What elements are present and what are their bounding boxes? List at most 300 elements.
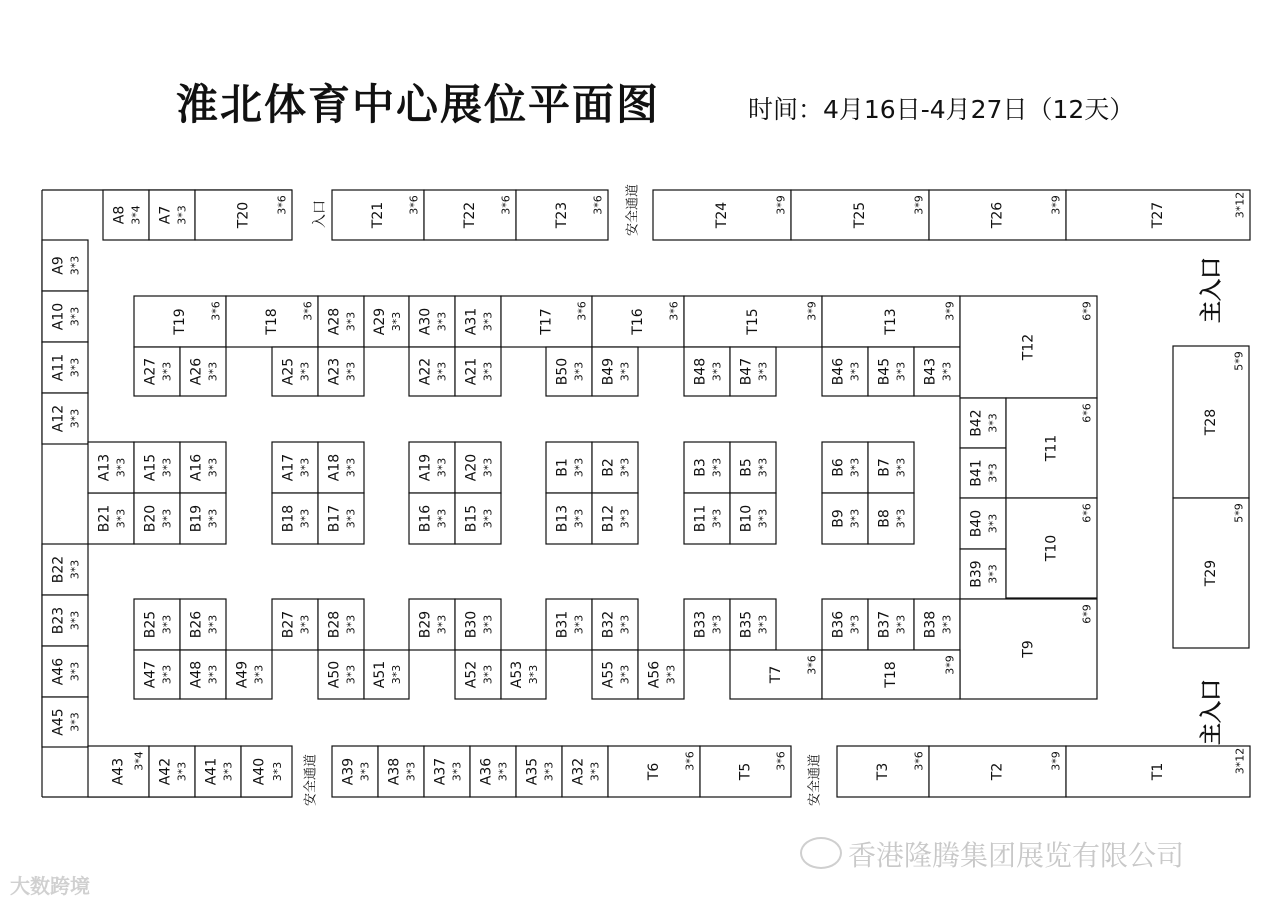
booth-size: 3*9 — [1049, 195, 1063, 215]
main-entrance-label: 主入口 — [1199, 256, 1225, 324]
booth-b30[interactable] — [455, 599, 501, 650]
booth-a10[interactable] — [42, 291, 88, 342]
booth-b6[interactable] — [822, 442, 868, 493]
booth-t12[interactable] — [960, 296, 1097, 398]
booth-size: 3*3 — [481, 361, 495, 382]
booth-size: 3*9 — [805, 301, 819, 321]
booth-t11[interactable] — [1006, 398, 1097, 498]
booth-size: 3*6 — [667, 301, 681, 321]
booth-id: B3 — [692, 458, 709, 477]
booth-size: 3*3 — [481, 311, 495, 332]
booth-size: 3*12 — [1233, 191, 1247, 219]
booth-id: A25 — [280, 357, 297, 386]
booth-id: A43 — [110, 757, 127, 786]
booth-b3[interactable] — [684, 442, 730, 493]
booth-b1[interactable] — [546, 442, 592, 493]
booth-size: 3*3 — [344, 311, 358, 332]
booth-b39[interactable] — [960, 549, 1006, 599]
booth-t27[interactable] — [1066, 190, 1250, 240]
booth-size: 3*3 — [344, 457, 358, 478]
booth-b16[interactable] — [409, 493, 455, 544]
booth-b23[interactable] — [42, 595, 88, 646]
booth-id: B38 — [922, 610, 939, 639]
booth-id: B47 — [738, 357, 755, 386]
booth-t22[interactable] — [424, 190, 516, 240]
booth-b50[interactable] — [546, 347, 592, 396]
booth-t3[interactable] — [837, 746, 929, 797]
booth-size: 3*3 — [160, 508, 174, 529]
booth-t2[interactable] — [929, 746, 1066, 797]
booth-t1[interactable] — [1066, 746, 1250, 797]
booth-id: A38 — [386, 757, 403, 786]
booth-b48[interactable] — [684, 347, 730, 396]
booth-id: B36 — [830, 610, 847, 639]
booth-b29[interactable] — [409, 599, 455, 650]
booth-id: B20 — [142, 504, 159, 533]
booth-size: 3*3 — [68, 255, 82, 276]
booth-id: B46 — [830, 357, 847, 386]
booth-size: 3*6 — [683, 751, 697, 771]
booth-a29[interactable] — [364, 296, 409, 347]
booth-size: 3*3 — [756, 457, 770, 478]
booth-size: 3*6 — [591, 195, 605, 215]
booth-id: B39 — [968, 560, 985, 588]
booth-size: 3*3 — [481, 664, 495, 685]
booth-id: B26 — [188, 610, 205, 639]
booth-id: A37 — [432, 757, 449, 786]
booth-t5[interactable] — [700, 746, 791, 797]
booth-a55[interactable] — [592, 650, 638, 699]
booth-size: 3*3 — [68, 357, 82, 378]
booth-size: 3*3 — [68, 661, 82, 682]
booth-id: B32 — [600, 610, 617, 639]
booth-a25[interactable] — [272, 347, 318, 396]
booth-b9[interactable] — [822, 493, 868, 544]
booth-b26[interactable] — [180, 599, 226, 650]
booth-size: 3*3 — [68, 408, 82, 429]
booth-t16[interactable] — [592, 296, 684, 347]
booth-id: B10 — [738, 504, 755, 533]
booth-id: A55 — [600, 660, 617, 689]
booth-id: T5 — [737, 762, 754, 781]
booth-id: A20 — [463, 453, 480, 482]
booth-id: A11 — [50, 353, 67, 382]
booth-size: 3*3 — [450, 761, 464, 782]
booth-a11[interactable] — [42, 342, 88, 393]
booth-size: 3*3 — [160, 457, 174, 478]
booth-t25[interactable] — [791, 190, 929, 240]
booth-id: A56 — [646, 660, 663, 689]
booth-size: 3*3 — [848, 457, 862, 478]
booth-id: T1 — [1150, 762, 1166, 781]
booth-size: 3*3 — [710, 361, 724, 382]
booth-size: 3*3 — [618, 457, 632, 478]
booth-id: B18 — [280, 504, 297, 533]
booth-t20[interactable] — [195, 190, 292, 240]
booth-id: A27 — [142, 357, 159, 386]
booth-size: 3*6 — [301, 301, 315, 321]
booth-id: T22 — [462, 201, 478, 229]
booth-size: 3*6 — [912, 751, 926, 771]
booth-a13[interactable] — [88, 442, 134, 493]
company-name: 香港隆腾集团展览有限公司 — [848, 839, 1185, 872]
booth-id: A36 — [478, 757, 495, 786]
booth-id: A15 — [142, 453, 159, 482]
booth-id: T11 — [1043, 434, 1060, 462]
booth-b7[interactable] — [868, 442, 914, 493]
booth-b15[interactable] — [455, 493, 501, 544]
booth-t17[interactable] — [501, 296, 592, 347]
booth-a40[interactable] — [241, 746, 292, 797]
booth-b32[interactable] — [592, 599, 638, 650]
booth-size: 3*9 — [943, 301, 957, 321]
booth-size: 3*3 — [940, 361, 954, 382]
booth-id: A7 — [157, 205, 174, 225]
booth-size: 6*6 — [1080, 503, 1094, 523]
booth-size: 3*3 — [344, 664, 358, 685]
safety-passage-label: 安全通道 — [303, 753, 319, 807]
booth-id: B16 — [417, 504, 434, 533]
booth-size: 3*3 — [298, 508, 312, 529]
booth-size: 3*3 — [358, 761, 372, 782]
booth-b45[interactable] — [868, 347, 914, 396]
booth-id: T27 — [1150, 201, 1166, 229]
booth-a18[interactable] — [318, 442, 364, 493]
safety-passage-label: 安全通道 — [625, 183, 641, 237]
booth-a20[interactable] — [455, 442, 501, 493]
booth-size: 3*6 — [774, 751, 788, 771]
booth-b17[interactable] — [318, 493, 364, 544]
booth-size: 3*3 — [435, 361, 449, 382]
booth-a21[interactable] — [455, 347, 501, 396]
booth-id: T16 — [630, 308, 646, 335]
booth-size: 3*3 — [298, 457, 312, 478]
booth-a31[interactable] — [455, 296, 501, 347]
booth-size: 3*3 — [175, 761, 189, 782]
booth-a23[interactable] — [318, 347, 364, 396]
booth-a39[interactable] — [332, 746, 378, 797]
booth-size: 3*3 — [710, 614, 724, 635]
booth-id: A19 — [417, 453, 434, 482]
booth-size: 3*3 — [756, 508, 770, 529]
booth-id: B41 — [968, 459, 985, 487]
booth-a56[interactable] — [638, 650, 684, 699]
booth-id: B11 — [692, 504, 709, 533]
booth-id: B19 — [188, 504, 205, 533]
booth-a47[interactable] — [134, 650, 180, 699]
booth-a12[interactable] — [42, 393, 88, 444]
booth-b5[interactable] — [730, 442, 776, 493]
booth-id: B12 — [600, 504, 617, 533]
booth-a41[interactable] — [195, 746, 241, 797]
booth-a26[interactable] — [180, 347, 226, 396]
booth-id: A42 — [157, 757, 174, 786]
booth-a49[interactable] — [226, 650, 272, 699]
booth-id: B25 — [142, 610, 159, 639]
booth-size: 3*3 — [68, 610, 82, 631]
booth-a53[interactable] — [501, 650, 546, 699]
booth-t18[interactable] — [822, 650, 960, 699]
booth-a52[interactable] — [455, 650, 501, 699]
booth-b28[interactable] — [318, 599, 364, 650]
booth-id: T18 — [883, 661, 899, 688]
booth-a45[interactable] — [42, 697, 88, 747]
booth-id: A21 — [463, 357, 480, 386]
booth-a32[interactable] — [562, 746, 608, 797]
booth-t10[interactable] — [1006, 498, 1097, 598]
booth-a19[interactable] — [409, 442, 455, 493]
booth-a38[interactable] — [378, 746, 424, 797]
booth-b33[interactable] — [684, 599, 730, 650]
booth-size: 3*3 — [68, 712, 82, 732]
booth-id: T18 — [264, 308, 280, 335]
booth-id: T9 — [1020, 640, 1037, 658]
booth-a8[interactable] — [103, 190, 149, 240]
booth-id: B9 — [830, 509, 847, 528]
booth-a27[interactable] — [134, 347, 180, 396]
booth-b42[interactable] — [960, 398, 1006, 448]
booth-size: 3*3 — [389, 311, 403, 332]
booth-size: 3*3 — [894, 361, 908, 382]
booth-b46[interactable] — [822, 347, 868, 396]
booth-id: T15 — [745, 308, 761, 335]
booth-b8[interactable] — [868, 493, 914, 544]
booth-size: 3*3 — [618, 361, 632, 382]
booth-id: B13 — [554, 504, 571, 533]
booth-id: T20 — [235, 201, 252, 229]
booth-size: 3*3 — [298, 614, 312, 635]
booth-id: A45 — [50, 708, 67, 736]
booth-b12[interactable] — [592, 493, 638, 544]
booth-t6[interactable] — [608, 746, 700, 797]
booth-b22[interactable] — [42, 544, 88, 595]
booth-t23[interactable] — [516, 190, 608, 240]
booth-size: 3*3 — [894, 457, 908, 478]
booth-id: A50 — [326, 660, 343, 689]
booth-a17[interactable] — [272, 442, 318, 493]
booth-id: T24 — [714, 201, 730, 229]
booth-size: 3*3 — [710, 508, 724, 529]
booth-id: B8 — [876, 509, 893, 528]
booth-a35[interactable] — [516, 746, 562, 797]
booth-b27[interactable] — [272, 599, 318, 650]
booth-b19[interactable] — [180, 493, 226, 544]
booth-id: A31 — [463, 307, 480, 336]
booth-a22[interactable] — [409, 347, 455, 396]
booth-a30[interactable] — [409, 296, 455, 347]
booth-id: A52 — [463, 660, 480, 689]
date-range: 时间：4月16日-4月27日（12天） — [748, 95, 1135, 124]
booth-t26[interactable] — [929, 190, 1066, 240]
booth-size: 3*3 — [206, 457, 220, 478]
booth-id: A35 — [524, 757, 541, 786]
booth-b37[interactable] — [868, 599, 914, 650]
booth-size: 3*3 — [481, 457, 495, 478]
booth-a36[interactable] — [470, 746, 516, 797]
booth-size: 3*3 — [526, 664, 540, 685]
booth-id: A39 — [340, 757, 357, 786]
booth-id: T17 — [538, 308, 555, 335]
booth-b36[interactable] — [822, 599, 868, 650]
booth-size: 3*3 — [298, 361, 312, 382]
booth-size: 3*3 — [618, 508, 632, 529]
booth-size: 3*3 — [114, 508, 128, 529]
booth-a48[interactable] — [180, 650, 226, 699]
booth-id: B50 — [554, 357, 571, 386]
booth-id: A8 — [111, 205, 128, 225]
booth-size: 3*3 — [848, 361, 862, 382]
booth-id: T25 — [852, 201, 868, 229]
booth-size: 3*6 — [407, 195, 421, 215]
booth-id: A12 — [50, 404, 67, 433]
booth-size: 3*6 — [499, 195, 513, 215]
booth-id: T3 — [875, 762, 891, 781]
booth-a51[interactable] — [364, 650, 409, 699]
booth-size: 3*3 — [481, 508, 495, 529]
booth-b40[interactable] — [960, 498, 1006, 549]
booth-a9[interactable] — [42, 240, 88, 291]
booth-a15[interactable] — [134, 442, 180, 493]
booth-size: 3*6 — [209, 301, 223, 321]
booth-size: 3*3 — [986, 564, 1000, 584]
booth-id: A23 — [326, 357, 343, 386]
booth-id: B6 — [830, 458, 847, 477]
booth-size: 3*9 — [943, 655, 957, 675]
booth-id: T13 — [883, 308, 899, 335]
booth-size: 3*3 — [756, 614, 770, 635]
booth-size: 3*3 — [344, 508, 358, 529]
booth-t21[interactable] — [332, 190, 424, 240]
booth-size: 3*3 — [481, 614, 495, 635]
booth-id: B49 — [600, 357, 617, 386]
booth-b21[interactable] — [88, 493, 134, 544]
booth-id: B2 — [600, 458, 617, 477]
booth-b11[interactable] — [684, 493, 730, 544]
booth-size: 3*6 — [805, 655, 819, 675]
booth-b13[interactable] — [546, 493, 592, 544]
booth-size: 5*9 — [1232, 503, 1246, 523]
booth-b31[interactable] — [546, 599, 592, 650]
booth-size: 3*3 — [271, 761, 285, 782]
booth-b2[interactable] — [592, 442, 638, 493]
booth-a46[interactable] — [42, 646, 88, 697]
booth-size: 6*9 — [1080, 301, 1094, 321]
booth-size: 3*3 — [572, 361, 586, 382]
brand-watermark: 大数跨境 — [10, 874, 90, 898]
booth-t15[interactable] — [684, 296, 822, 347]
booth-size: 3*3 — [160, 361, 174, 382]
booth-size: 3*3 — [68, 306, 82, 327]
booth-t24[interactable] — [653, 190, 791, 240]
booth-a50[interactable] — [318, 650, 364, 699]
booth-size: 6*6 — [1080, 403, 1094, 423]
company-watermark — [800, 834, 1184, 874]
booth-a42[interactable] — [149, 746, 195, 797]
booth-id: A28 — [326, 307, 343, 336]
booth-b20[interactable] — [134, 493, 180, 544]
booth-size: 3*3 — [206, 361, 220, 382]
booth-size: 3*3 — [114, 457, 128, 478]
booth-size: 3*3 — [588, 761, 602, 782]
booth-size: 3*3 — [940, 614, 954, 635]
booth-t18[interactable] — [226, 296, 318, 347]
booth-id: T6 — [646, 762, 662, 781]
safety-passage-label: 安全通道 — [807, 753, 823, 807]
booth-id: B21 — [96, 504, 113, 533]
booth-b38[interactable] — [914, 599, 960, 650]
booth-b49[interactable] — [592, 347, 638, 396]
booth-size: 3*3 — [206, 664, 220, 685]
booth-t28[interactable] — [1173, 346, 1249, 498]
booth-size: 3*9 — [1049, 751, 1063, 771]
booth-b10[interactable] — [730, 493, 776, 544]
booth-size: 3*3 — [435, 311, 449, 332]
booth-size: 3*3 — [986, 463, 1000, 483]
booth-id: T19 — [172, 308, 188, 335]
booth-size: 3*3 — [404, 761, 418, 782]
booth-id: B27 — [280, 610, 297, 639]
wechat-icon — [800, 837, 842, 869]
booth-t29[interactable] — [1173, 498, 1249, 648]
booth-b47[interactable] — [730, 347, 776, 396]
booth-size: 3*3 — [344, 614, 358, 635]
booth-a7[interactable] — [149, 190, 195, 240]
booth-a37[interactable] — [424, 746, 470, 797]
booth-id: B42 — [968, 409, 985, 437]
booth-id: T2 — [989, 762, 1006, 781]
booth-size: 3*3 — [175, 205, 189, 225]
booth-b35[interactable] — [730, 599, 776, 650]
booth-id: A30 — [417, 307, 434, 336]
booth-id: B5 — [738, 458, 755, 477]
booth-id: B31 — [554, 610, 571, 639]
booth-a16[interactable] — [180, 442, 226, 493]
booth-size: 3*3 — [496, 761, 510, 782]
booth-id: T29 — [1203, 559, 1219, 587]
booth-b25[interactable] — [134, 599, 180, 650]
booth-t13[interactable] — [822, 296, 960, 347]
booth-size: 3*3 — [160, 614, 174, 635]
booth-size: 3*3 — [986, 513, 1000, 534]
booth-size: 3*3 — [572, 508, 586, 529]
booth-a28[interactable] — [318, 296, 364, 347]
main-entrance-label: 主入口 — [1199, 678, 1225, 746]
booth-size: 3*3 — [572, 457, 586, 478]
booth-b18[interactable] — [272, 493, 318, 544]
booth-id: B28 — [326, 610, 343, 639]
booth-id: A9 — [50, 256, 67, 275]
booth-id: A16 — [188, 453, 205, 482]
booth-t7[interactable] — [730, 650, 822, 699]
booth-size: 3*3 — [206, 508, 220, 529]
booth-t9[interactable] — [960, 599, 1097, 699]
booth-size: 6*9 — [1080, 604, 1094, 624]
booth-id: B43 — [922, 357, 939, 386]
booth-b43[interactable] — [914, 347, 960, 396]
booth-b41[interactable] — [960, 448, 1006, 498]
booth-size: 3*3 — [894, 614, 908, 635]
booth-id: B40 — [968, 509, 985, 538]
booth-id: A32 — [570, 757, 587, 786]
booth-id: B15 — [463, 504, 480, 533]
booth-id: A49 — [234, 660, 251, 689]
booth-size: 3*3 — [206, 614, 220, 635]
booth-id: A51 — [372, 660, 389, 689]
booth-t19[interactable] — [134, 296, 226, 347]
booth-a43[interactable] — [88, 746, 149, 797]
booth-size: 3*3 — [435, 614, 449, 635]
booth-id: A10 — [50, 302, 67, 331]
